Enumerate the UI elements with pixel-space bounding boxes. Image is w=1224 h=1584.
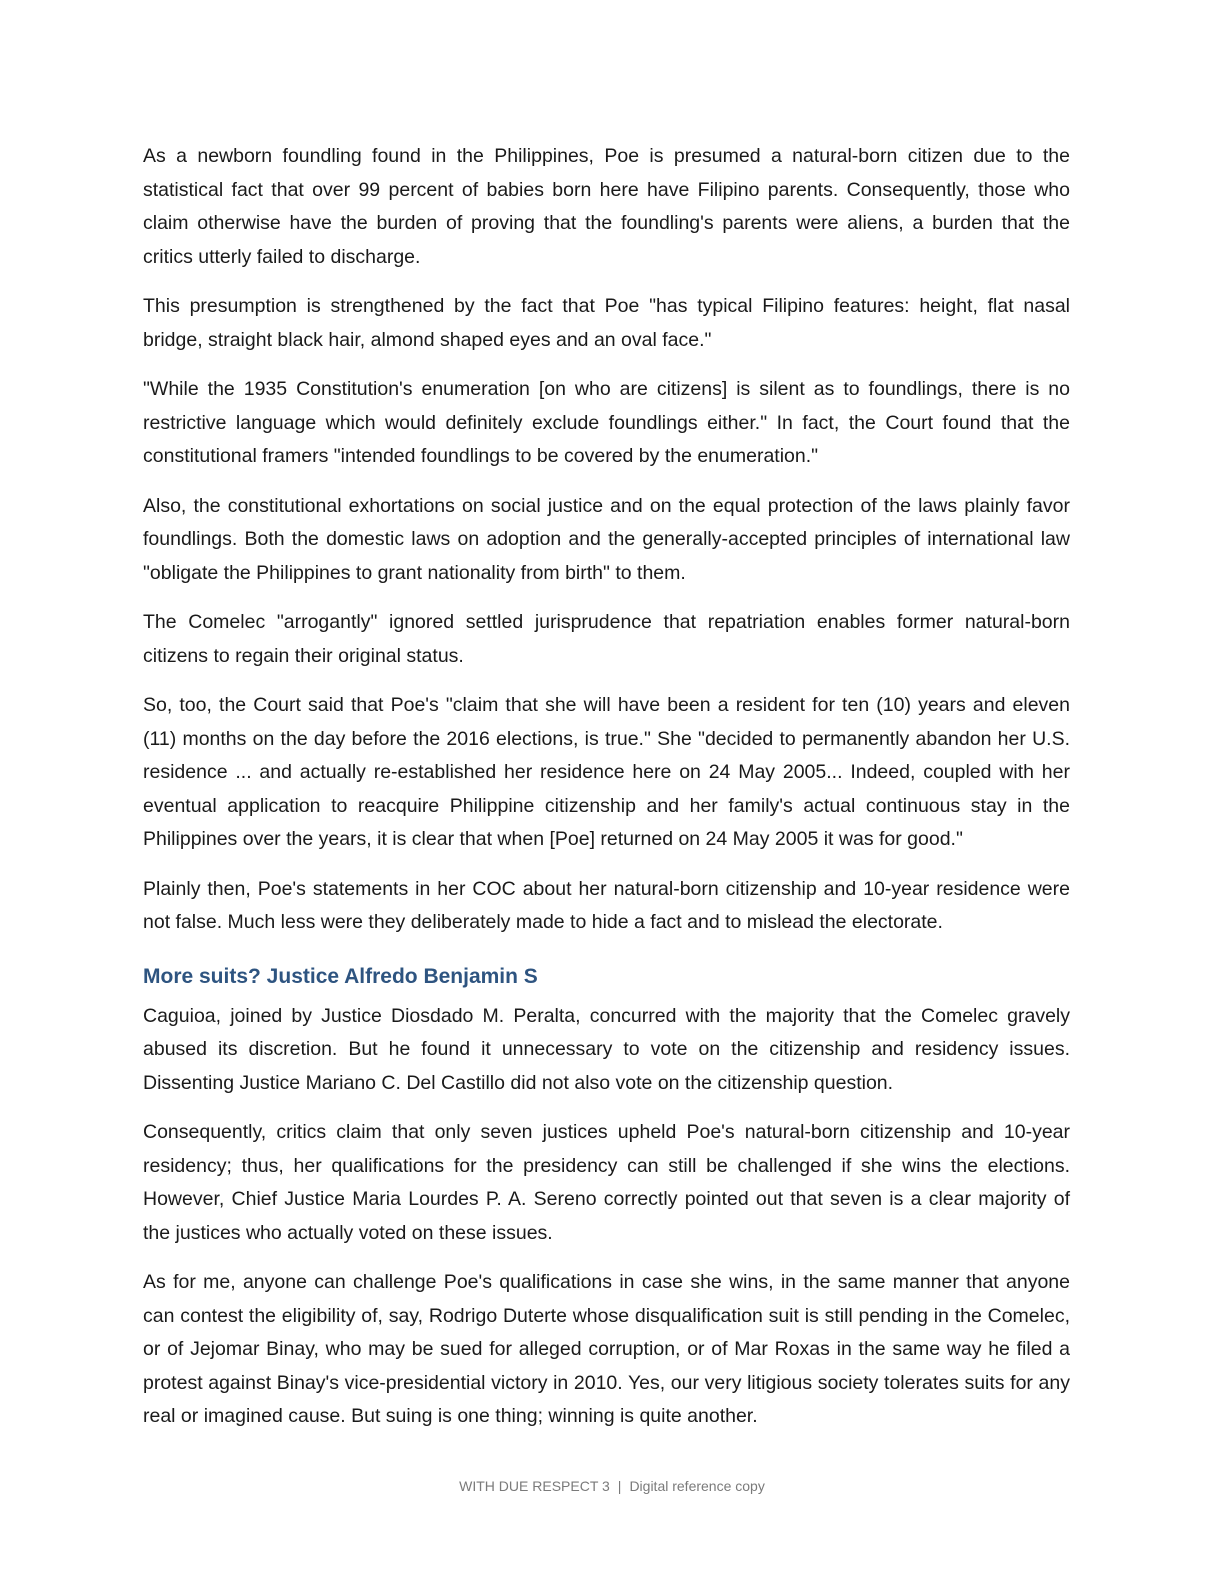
body-paragraph: As a newborn foundling found in the Philippines, Poe is presumed a natural-born citizen due to the statistical fact that over 99 percent of babies born here have Filipino parents. Consequently, those who claim otherwise have the burden of proving that the foundling's parents were aliens, a burden that the critics utterly failed to discharge. [143, 145, 1070, 268]
body-paragraph: Consequently, critics claim that only seven justices upheld Poe's natural-born citizenship and 10-year residency; thus, her qualifications for the presidency can still be challenged if she wins the elections. However, Chief Justice Maria Lourdes P. A. Sereno correctly pointed out that seven is a clear majority of the justices who actually voted on these issues. [143, 1121, 1070, 1244]
section-heading: More suits? Justice Alfredo Benjamin S [143, 964, 538, 988]
footer-copy-label: Digital reference copy [629, 1478, 765, 1494]
document-body [143, 140, 1070, 1450]
body-paragraph: This presumption is strengthened by the fact that Poe "has typical Filipino features: height, flat nasal bridge, straight black hair, almond shaped eyes and an oval face." [143, 295, 1070, 351]
body-paragraph: As for me, anyone can challenge Poe's qualifications in case she wins, in the same manner that anyone can contest the eligibility of, say, Rodrigo Duterte whose disqualification suit is still pending in the Comelec, or of Jejomar Binay, who may be sued for alleged corruption, or of Mar Roxas in the same way he filed a protest against Binay's vice-presidential victory in 2010. Yes, our very litigious society tolerates suits for any real or imagined cause. But suing is one thing; winning is quite another. [143, 1271, 1070, 1427]
body-paragraph: Also, the constitutional exhortations on social justice and on the equal protection of the laws plainly favor foundlings. Both the domestic laws on adoption and the generally-accepted principles of international law "obligate the Philippines to grant nationality from birth" to them. [143, 494, 1070, 584]
footer-page-label: WITH DUE RESPECT 3 [459, 1478, 610, 1494]
body-paragraph: The Comelec "arrogantly" ignored settled jurisprudence that repatriation enables former natural-born citizens to regain their original status. [143, 611, 1070, 667]
body-paragraph: Plainly then, Poe's statements in her COC about her natural-born citizenship and 10-year residence were not false. Much less were they deliberately made to hide a fact and to mislead the electorate. [143, 877, 1070, 933]
body-paragraph: So, too, the Court said that Poe's "claim that she will have been a resident for ten (10) years and eleven (11) months on the day before the 2016 elections, is true." She "decided to permanently abandon her U.S. residence ... and actually re-established her residence here on 24 May 2005... Indeed, coupled with her eventual application to reacquire Philippine citizenship and her family's actual continuous stay in the Philippines over the years, it is clear that when [Poe] returned on 24 May 2005 it was for good." [143, 694, 1070, 850]
page-footer [0, 1478, 1224, 1494]
footer-separator: | [617, 1478, 622, 1494]
body-paragraph: Caguioa, joined by Justice Diosdado M. Peralta, concurred with the majority that the Comelec gravely abused its discretion. But he found it unnecessary to vote on the citizenship and residency issues. Dissenting Justice Mariano C. Del Castillo did not also vote on the citizenship question. [143, 1004, 1070, 1094]
body-paragraph: "While the 1935 Constitution's enumeration [on who are citizens] is silent as to foundlings, there is no restrictive language which would definitely exclude foundlings either." In fact, the Court found that the constitutional framers "intended foundlings to be covered by the enumeration." [143, 378, 1070, 467]
